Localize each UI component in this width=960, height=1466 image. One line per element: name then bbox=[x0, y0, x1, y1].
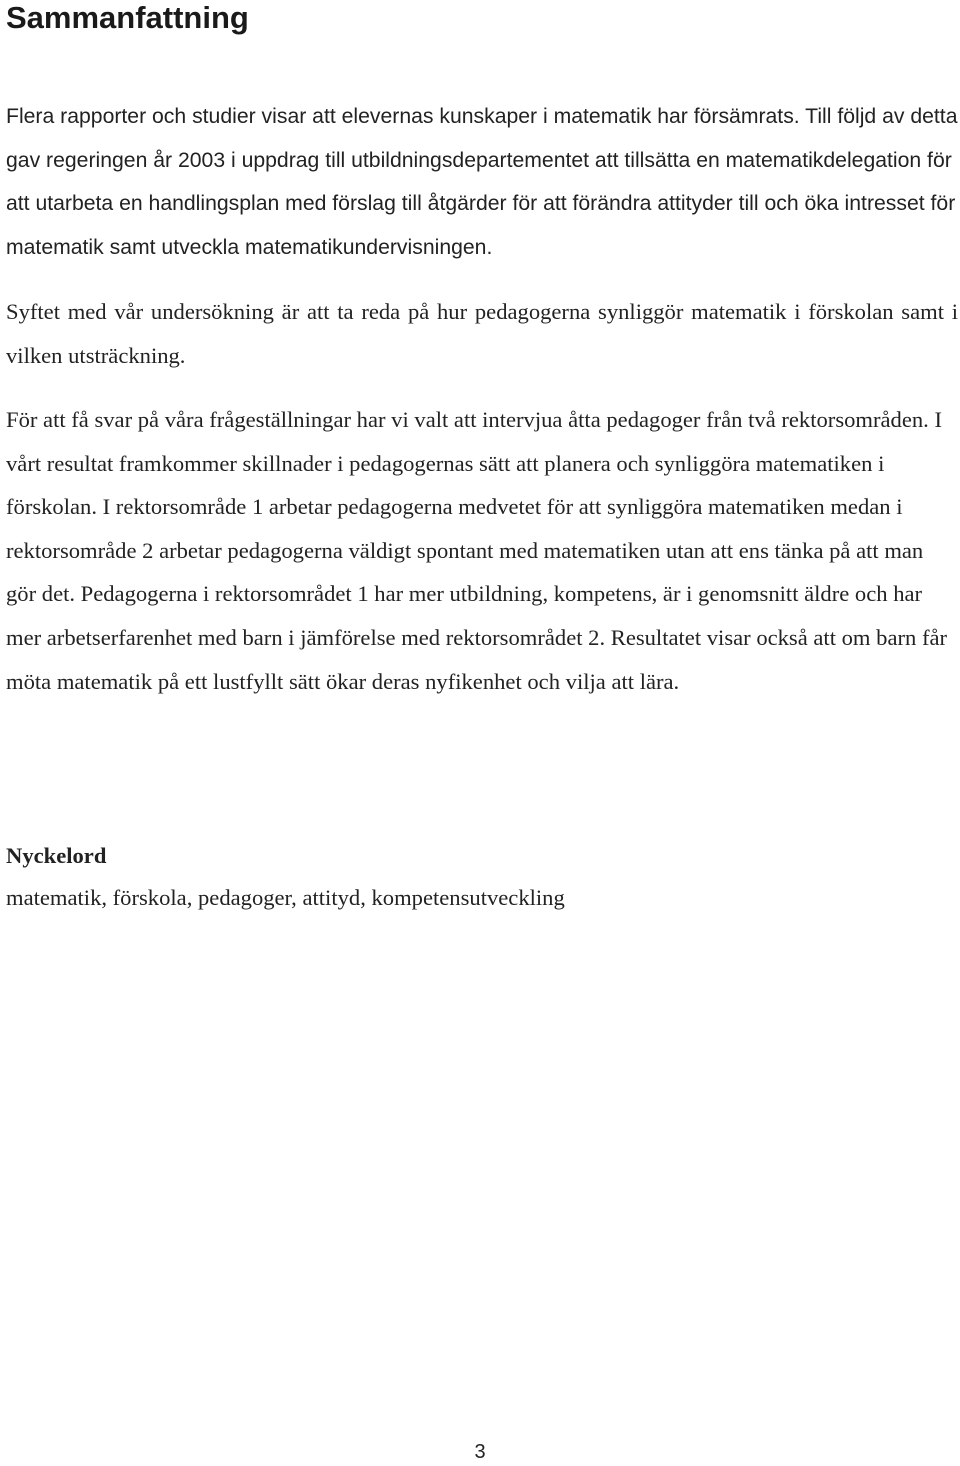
intro-paragraph: Flera rapporter och studier visar att elevernas kunskaper i matematik har försämrats. Till följd av detta gav regeringen år 2003 i uppdrag till utbildningsdepartementet att tillsätta en matematikdelegation för att utarbeta en handlingsplan med förslag till åtgärder för att förändra attityder till och öka intresset för matematik samt utveckla matematikundervisningen. bbox=[6, 105, 958, 259]
section-heading: Sammanfattning bbox=[6, 0, 249, 35]
purpose-paragraph: Syftet med vår undersökning är att ta reda på hur pedagogerna synliggör matematik i förskolan samt i vilken utsträckning. bbox=[6, 299, 958, 368]
keywords-heading: Nyckelord bbox=[6, 843, 107, 868]
results-paragraph: För att få svar på våra frågeställningar har vi valt att intervjua åtta pedagoger från två rektorsområden. I vårt resultat framkommer skillnader i pedagogernas sätt att planera och synliggöra matematiken i förskolan. I rektorsområde 1 arbetar pedagogerna medvetet för att synliggöra matematiken medan i rektorsområde 2 arbetar pedagogerna väldigt spontant med matematiken utan att ens tänka på att man gör det. Pedagogerna i rektorsområdet 1 har mer utbildning, kompetens, är i genomsnitt äldre och har mer arbetserfarenhet med barn i jämförelse med rektorsområdet 2. Resultatet visar också att om barn får möta matematik på ett lustfyllt sätt ökar deras nyfikenhet och vilja att lära. bbox=[6, 407, 948, 694]
page-number: 3 bbox=[474, 1441, 486, 1463]
keywords-list: matematik, förskola, pedagoger, attityd, kompetensutveckling bbox=[6, 885, 565, 910]
